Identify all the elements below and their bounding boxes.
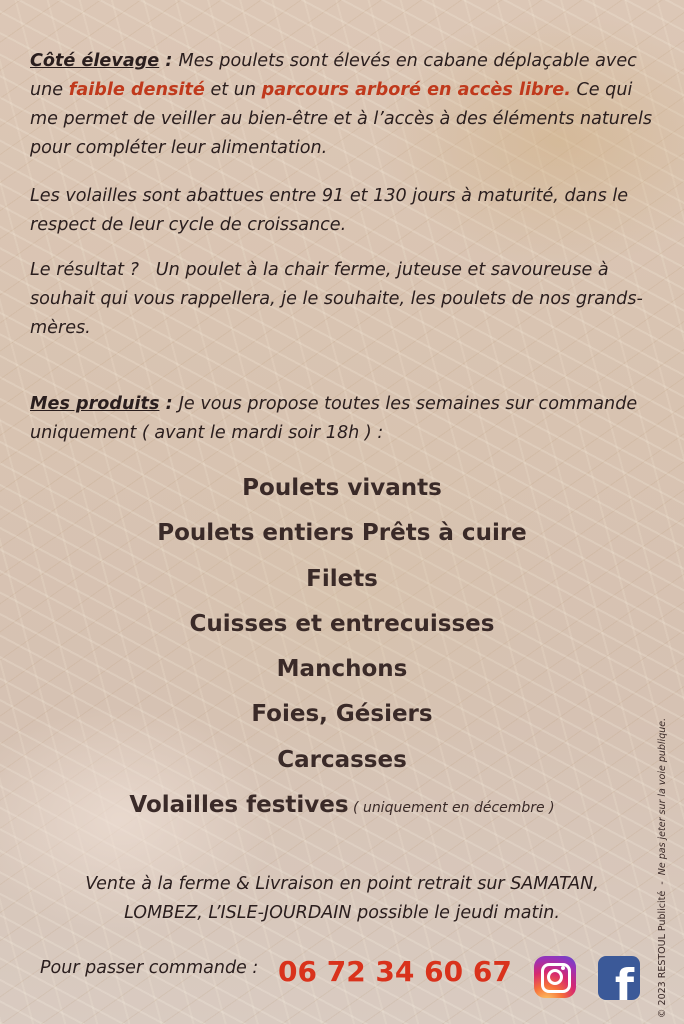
product-item: Poulets vivants — [242, 475, 442, 501]
product-item-festive — [0, 783, 684, 828]
elevage-separator: : — [159, 51, 179, 71]
delivery-info — [0, 870, 684, 928]
imprint-printer: © 2023 RESTOUL Publicité — [657, 890, 668, 1018]
product-item: Cuisses et entrecuisses — [189, 610, 495, 637]
product-item: Filets — [306, 565, 378, 592]
elevage-paragraph — [30, 47, 662, 163]
produits-intro-text: Je vous propose toutes les semaines sur commande uniquement ( avant le mardi soir 18h ) : — [30, 394, 638, 443]
product-festive-label: Volailles festives — [129, 792, 349, 819]
elevage-label: Côté élevage — [30, 51, 160, 71]
product-item: Manchons — [276, 656, 408, 683]
instagram-dot — [561, 966, 565, 970]
elevage-text-2: et un — [204, 80, 262, 100]
delivery-line-2: LOMBEZ, L’ISLE-JOURDAIN possible le jeudi matin. — [124, 903, 560, 923]
produits-separator: : — [159, 394, 179, 414]
imprint-notice: Ne pas jeter sur la voie publique. — [657, 717, 668, 876]
delivery-line-1: Vente à la ferme & Livraison en point retrait sur SAMATAN, — [85, 874, 599, 894]
phone-number[interactable]: 06 72 34 60 67 — [278, 955, 512, 988]
facebook-icon[interactable] — [598, 956, 640, 1000]
product-item: Foies, Gésiers — [251, 701, 433, 728]
highlight-faible-densite: faible densité — [68, 80, 205, 100]
order-label: Pour passer commande : — [40, 958, 259, 978]
elevage-text-3: Ce qui me permet de veiller au bien-être et à l’accès à des éléments naturels pour compléter leur alimentation. — [30, 80, 653, 158]
resultat-paragraph: Le résultat ? Un poulet à la chair ferme, juteuse et savoureuse à souhait qui vous rappellera, je le souhaite, les poulets de nos grands-mères. — [30, 260, 643, 338]
imprint-vertical: © 2023 RESTOUL Publicité - Ne pas jeter sur la voie publique. — [657, 717, 668, 1018]
product-list — [0, 466, 684, 828]
product-item: Poulets entiers Prêts à cuire — [157, 520, 527, 547]
produits-label: Mes produits — [30, 394, 160, 414]
highlight-parcours: parcours arboré en accès libre. — [261, 80, 571, 100]
produits-intro — [30, 390, 662, 448]
product-festive-note: ( uniquement en décembre ) — [348, 800, 555, 817]
product-item: Carcasses — [277, 746, 407, 773]
instagram-lens — [547, 969, 563, 985]
elevage-text-1: Mes poulets sont élevés en cabane déplaçable avec une — [30, 51, 637, 100]
abattage-paragraph: Les volailles sont abattues entre 91 et 130 jours à maturité, dans le respect de leur cycle de croissance. — [30, 186, 629, 235]
facebook-glyph: f — [614, 960, 634, 1000]
instagram-icon[interactable] — [534, 956, 576, 998]
